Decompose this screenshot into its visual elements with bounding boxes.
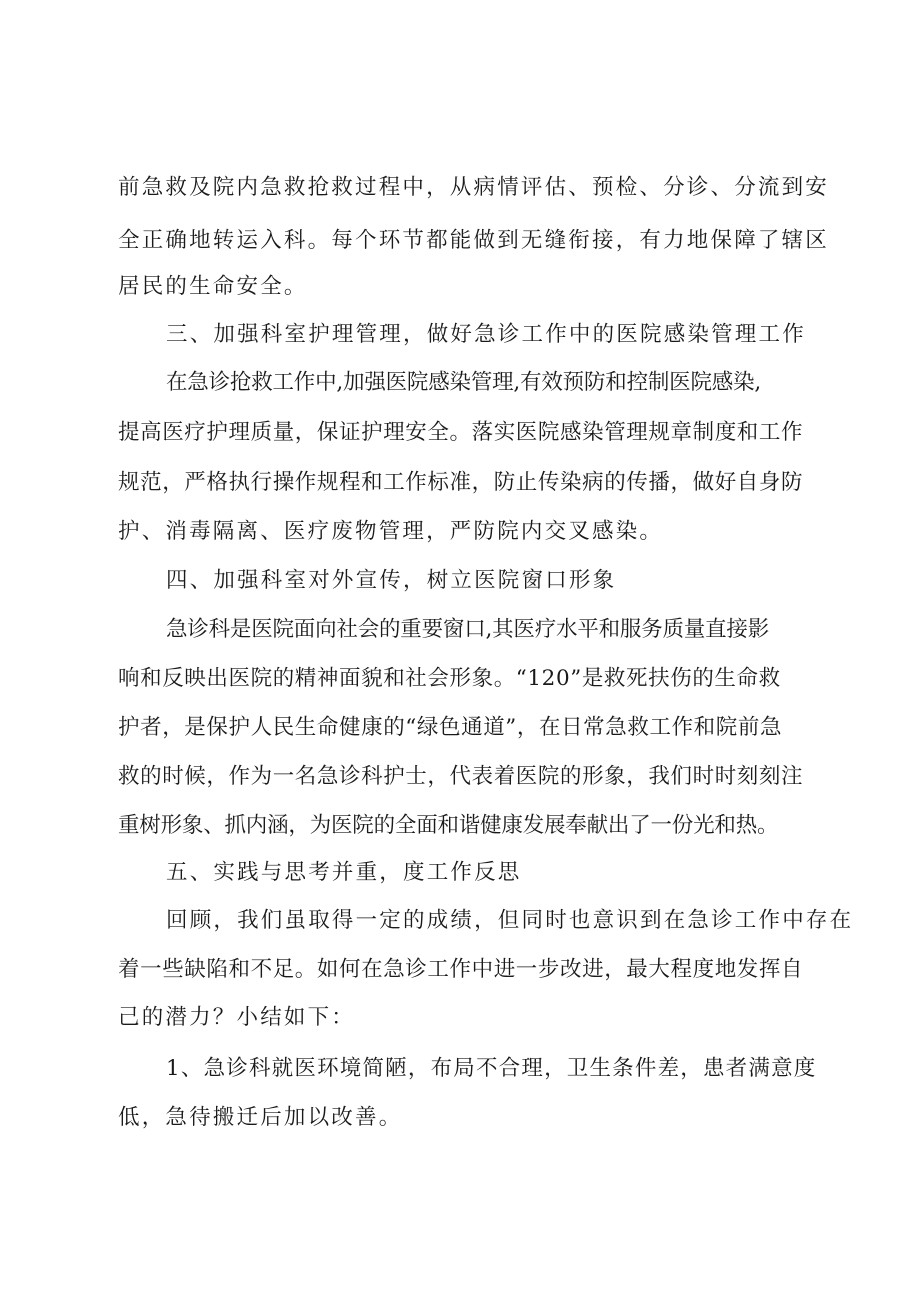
section-heading: 五、实践与思考并重，度工作反思 — [166, 860, 522, 885]
list-item-line: 低，急待搬迁后加以改善。 — [118, 1105, 403, 1130]
paragraph-line: 回顾，我们虽取得一定的成绩，但同时也意识到在急诊工作中存在 — [166, 908, 854, 933]
paragraph-line: 响和反映出医院的精神面貌和社会形象。“120”是救死扶伤的生命救 — [118, 666, 781, 691]
paragraph-line: 急诊科是医院面向社会的重要窗口,其医疗水平和服务质量直接影 — [166, 617, 770, 642]
paragraph-line: 全正确地转运入科。每个环节都能做到无缝衔接，有力地保障了辖区 — [118, 228, 830, 253]
paragraph-line: 前急救及院内急救抢救过程中，从病情评估、预检、分诊、分流到安 — [118, 175, 830, 200]
paragraph-line: 着一些缺陷和不足。如何在急诊工作中进一步改进，最大程度地发挥自 — [118, 957, 804, 982]
paragraph-line: 护、消毒隔离、医疗废物管理，严防院内交叉感染。 — [118, 519, 664, 544]
paragraph-line: 救的时候，作为一名急诊科护士，代表着医院的形象，我们时时刻刻注 — [118, 764, 804, 789]
paragraph-line: 重树形象、抓内涵，为医院的全面和谐健康发展奉献出了一份光和热。 — [118, 813, 779, 838]
paragraph-line: 己的潜力？小结如下： — [118, 1005, 356, 1030]
paragraph-line: 在急诊抢救工作中,加强医院感染管理,有效预防和控制医院感染, — [166, 370, 762, 395]
paragraph-line: 护者，是保护人民生命健康的“绿色通道”，在日常急救工作和院前急 — [118, 715, 783, 740]
list-item-line: 1、急诊科就医环境简陋，布局不合理，卫生条件差，患者满意度 — [166, 1056, 817, 1081]
section-heading: 三、加强科室护理管理，做好急诊工作中的医院感染管理工作 — [166, 322, 806, 347]
paragraph-line: 提高医疗护理质量，保证护理安全。落实医院感染管理规章制度和工作 — [118, 420, 804, 445]
paragraph-line: 规范，严格执行操作规程和工作标准，防止传染病的传播，做好自身防 — [118, 470, 804, 495]
paragraph-line: 居民的生命安全。 — [118, 274, 308, 299]
section-heading: 四、加强科室对外宣传，树立医院窗口形象 — [166, 568, 617, 593]
